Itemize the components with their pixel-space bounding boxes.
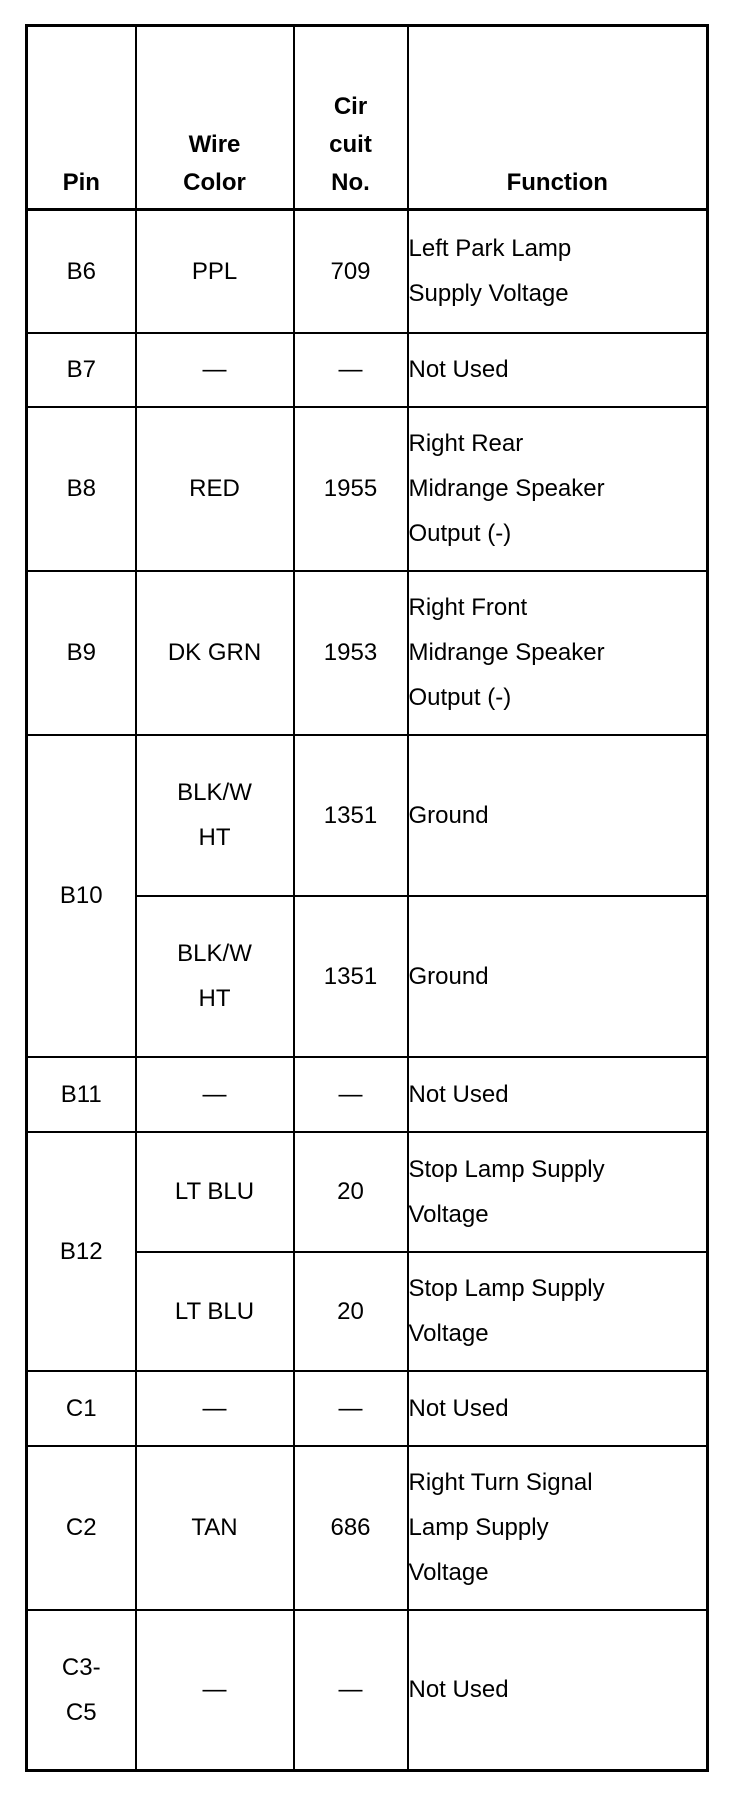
- wire-color-cell: —: [136, 1057, 294, 1132]
- wire-color-cell: PPL: [136, 210, 294, 333]
- table-row-c1: [27, 1371, 708, 1446]
- pin-cell: B7: [27, 333, 136, 407]
- function-cell: Left Park Lamp Supply Voltage: [408, 210, 708, 333]
- connector-pinout-table: [25, 24, 709, 1772]
- circuit-cell: —: [294, 1057, 408, 1132]
- header-row: [27, 26, 708, 210]
- function-cell: Right Turn Signal Lamp Supply Voltage: [408, 1446, 708, 1610]
- wire-color-cell: RED: [136, 407, 294, 571]
- function-cell: Not Used: [408, 333, 708, 407]
- wire-color-cell: DK GRN: [136, 571, 294, 735]
- function-cell: Ground: [408, 735, 708, 896]
- circuit-cell: —: [294, 1371, 408, 1446]
- table-row-c3-c5: [27, 1610, 708, 1771]
- circuit-cell: —: [294, 333, 408, 407]
- wire-color-cell: —: [136, 1371, 294, 1446]
- wire-color-cell: BLK/W HT: [136, 735, 294, 896]
- table-row-b11: [27, 1057, 708, 1132]
- circuit-cell: 1955: [294, 407, 408, 571]
- function-cell: Right Front Midrange Speaker Output (-): [408, 571, 708, 735]
- function-cell: Ground: [408, 896, 708, 1057]
- wire-color-cell: BLK/W HT: [136, 896, 294, 1057]
- circuit-cell: 20: [294, 1132, 408, 1252]
- table-row-b12-a: [27, 1132, 708, 1252]
- header-circuit-no: Cir cuit No.: [294, 26, 408, 210]
- circuit-cell: 1953: [294, 571, 408, 735]
- pin-cell: C1: [27, 1371, 136, 1446]
- connector-pinout-table-container: [25, 24, 709, 1772]
- function-cell: Right Rear Midrange Speaker Output (-): [408, 407, 708, 571]
- table-row-b10-a: [27, 735, 708, 896]
- function-cell: Not Used: [408, 1057, 708, 1132]
- table-row-b6: [27, 210, 708, 333]
- circuit-cell: 1351: [294, 735, 408, 896]
- table-row-b7: [27, 333, 708, 407]
- pin-cell: B10: [27, 735, 136, 1057]
- circuit-cell: —: [294, 1610, 408, 1771]
- function-cell: Not Used: [408, 1610, 708, 1771]
- circuit-cell: 686: [294, 1446, 408, 1610]
- circuit-cell: 20: [294, 1252, 408, 1371]
- wire-color-cell: TAN: [136, 1446, 294, 1610]
- pin-cell: B12: [27, 1132, 136, 1371]
- wire-color-cell: LT BLU: [136, 1252, 294, 1371]
- table-row-b8: [27, 407, 708, 571]
- pin-cell: B8: [27, 407, 136, 571]
- wire-color-cell: LT BLU: [136, 1132, 294, 1252]
- table-row-c2: [27, 1446, 708, 1610]
- wire-color-cell: —: [136, 333, 294, 407]
- table-row-b9: [27, 571, 708, 735]
- pin-cell: C2: [27, 1446, 136, 1610]
- function-cell: Stop Lamp Supply Voltage: [408, 1132, 708, 1252]
- function-cell: Stop Lamp Supply Voltage: [408, 1252, 708, 1371]
- circuit-cell: 1351: [294, 896, 408, 1057]
- pin-cell: B11: [27, 1057, 136, 1132]
- pin-cell: B6: [27, 210, 136, 333]
- circuit-cell: 709: [294, 210, 408, 333]
- header-function: Function: [408, 26, 708, 210]
- pin-cell: C3- C5: [27, 1610, 136, 1771]
- header-wire-color: Wire Color: [136, 26, 294, 210]
- pin-cell: B9: [27, 571, 136, 735]
- header-pin: Pin: [27, 26, 136, 210]
- function-cell: Not Used: [408, 1371, 708, 1446]
- wire-color-cell: —: [136, 1610, 294, 1771]
